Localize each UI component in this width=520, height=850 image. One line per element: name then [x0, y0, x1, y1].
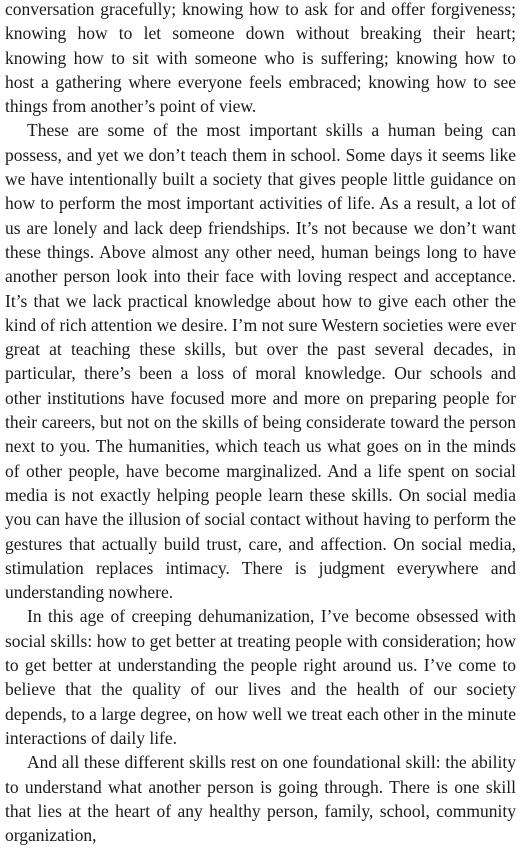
paragraph-dehumanization: In this age of creeping dehumanization, I’ve become obsessed with social skills: how to get better at treating people with consideration; how to get better at understanding the people right around us. I’ve come to believe that the quality of our lives and the health of our society depends, to a large degree, on how well we treat each other in the minute interactions of daily life. [5, 606, 516, 748]
paragraph-skills-not-taught: These are some of the most important skills a human being can possess, and yet we don’t teach them in school. Some days it seems like we have intentionally built a society that gives people little guidance on how to perform the most important activities of life. As a result, a lot of us are lonely and lack deep friendships. It’s not because we don’t want these things. Above almost any other need, human beings long to have another person look into their face with loving respect and acceptance. It’s that we lack practical knowledge about how to give each other the kind of rich attention we desire. I’m not sure Western societies were ever great at teaching these skills, but over the past several decades, in particular, there’s been a loss of moral knowledge. Our schools and other institutions have focused more and more on preparing people for their careers, but not on the skills of being considerate toward the person next to you. The humanities, which teach us what goes on in the minds of other people, have become marginalized. And a life spent on social media is not exactly helping people learn these skills. On social media you can have the illusion of social contact without having to perform the gestures that actually build trust, care, and affection. On social media, stimulation replaces intimacy. There is judgment everywhere and understanding nowhere. [5, 120, 516, 603]
paragraph-foundational-skill: And all these different skills rest on one foundational skill: the ability to understand what another person is going through. There is one skill that lies at the heart of any healthy person, family, school, community organization, [5, 752, 516, 846]
paragraph-continued: conversation gracefully; knowing how to ask for and offer forgiveness; knowing how to let someone down without breaking their heart; knowing how to sit with someone who is suffering; knowing how to host a gathering where everyone feels embraced; knowing how to see things from another’s point of view. [5, 0, 516, 117]
